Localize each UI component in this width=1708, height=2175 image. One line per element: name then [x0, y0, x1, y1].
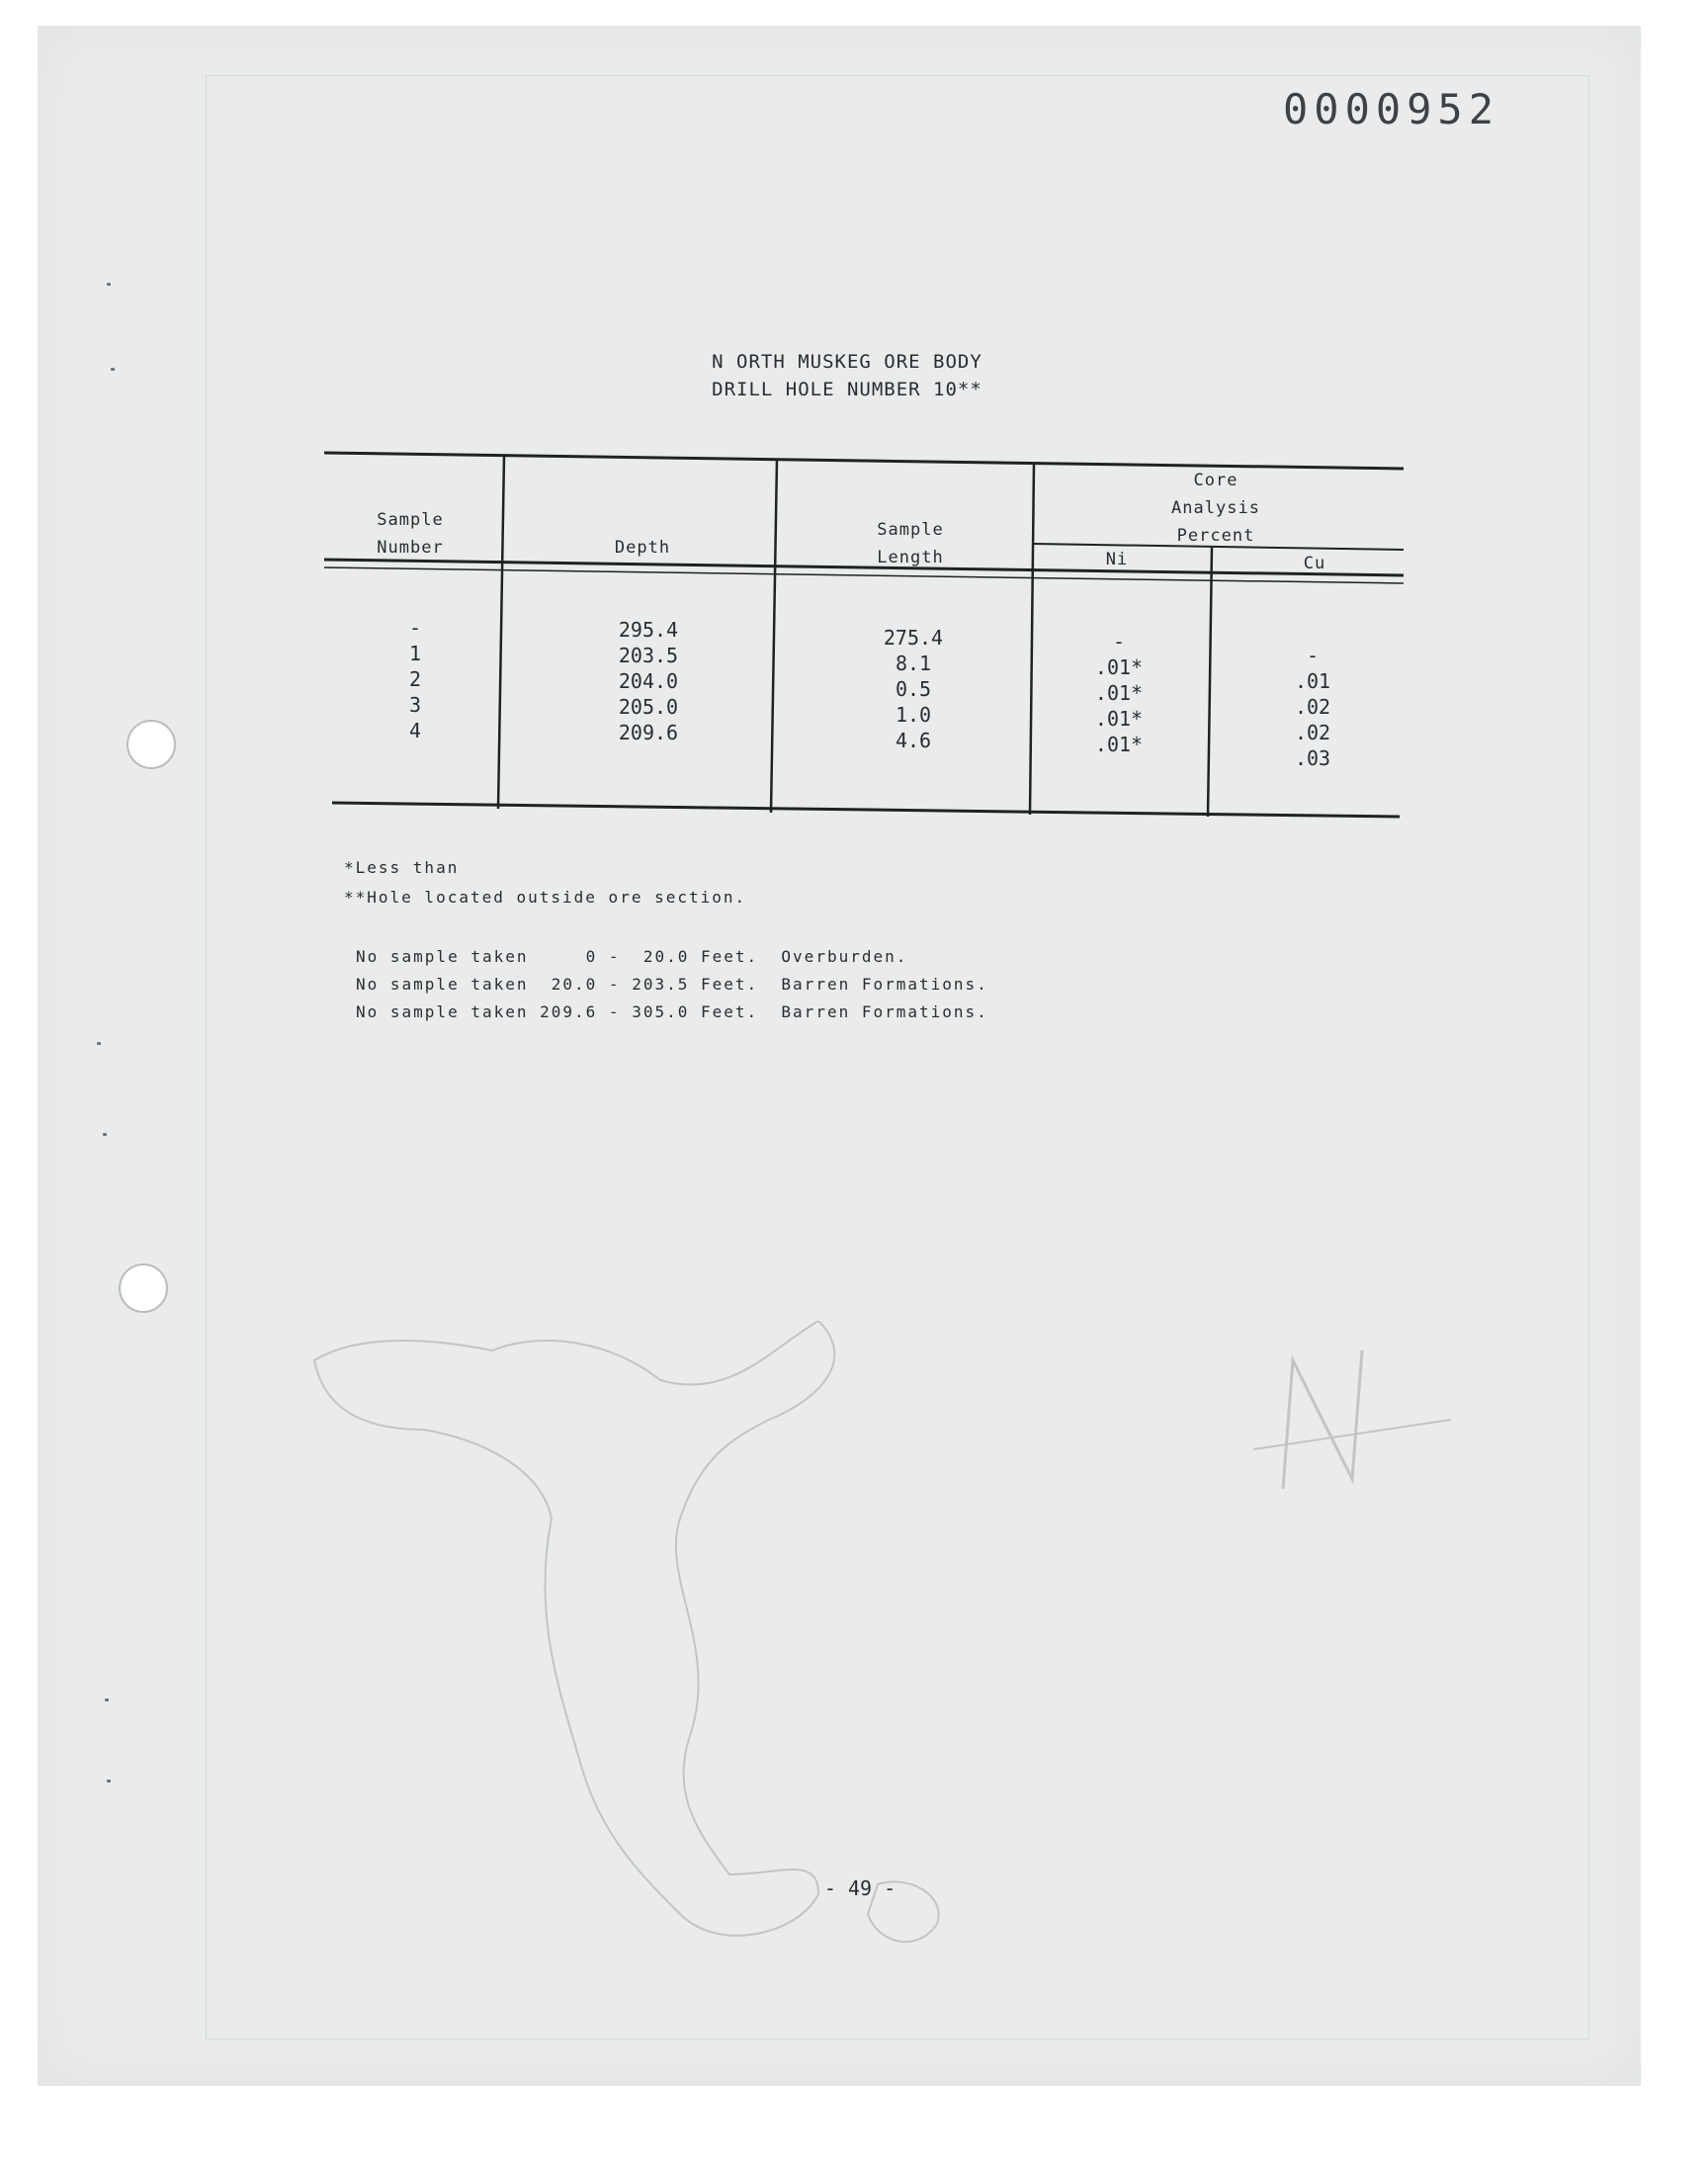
header-core-analysis	[1107, 467, 1324, 550]
table-cell: .01*	[1094, 655, 1144, 679]
header-text: Sample	[877, 520, 944, 540]
table-cell: 204.0	[618, 669, 679, 693]
table-cell: 3	[408, 693, 422, 717]
table-cell: 203.5	[618, 644, 679, 667]
table-cell: -	[408, 616, 422, 640]
footnote-hole-located: **Hole located outside ore section.	[344, 888, 747, 907]
table-cell: 275.4	[883, 626, 944, 650]
footnote-less-than: *Less than	[344, 858, 460, 877]
column-ni	[1069, 629, 1168, 757]
table-cell: 0.5	[895, 677, 932, 701]
table-cell: .01*	[1094, 707, 1144, 731]
table-cell: 4	[408, 719, 422, 742]
header-ni: Ni	[1105, 550, 1129, 569]
title-line-1: N ORTH MUSKEG ORE BODY	[712, 351, 982, 373]
table-cell: 8.1	[895, 652, 932, 675]
header-text: Number	[377, 538, 444, 558]
table-cell: 205.0	[618, 695, 679, 719]
page-number: - 49 -	[823, 1876, 897, 1900]
header-text: Core	[1193, 471, 1238, 490]
header-text: Analysis	[1171, 498, 1260, 518]
note-line: No sample taken 0 - 20.0 Feet. Overburden.	[356, 947, 908, 966]
table-cell: .01*	[1094, 681, 1144, 705]
table-cell: .02	[1294, 695, 1331, 719]
header-sample-length	[846, 516, 975, 571]
header-text: Sample	[377, 510, 444, 530]
table-cell: 1	[408, 642, 422, 665]
table-cell: 295.4	[618, 618, 679, 642]
header-sample-number	[346, 506, 474, 562]
column-depth	[589, 617, 708, 745]
table-cell: .03	[1294, 746, 1331, 770]
column-sample-length	[854, 625, 973, 753]
column-sample-number	[385, 615, 445, 743]
footnotes	[344, 858, 746, 917]
table-cell: 1.0	[895, 703, 932, 727]
note-line: No sample taken 209.6 - 305.0 Feet. Barren Formations.	[356, 1002, 988, 1021]
document-number: 0000952	[1283, 85, 1500, 133]
sampling-notes	[356, 947, 988, 1030]
header-depth: Depth	[614, 538, 671, 558]
title-line-2: DRILL HOLE NUMBER 10**	[712, 379, 982, 400]
table-cell: .01	[1294, 669, 1331, 693]
table-cell: 2	[408, 667, 422, 691]
table-cell: -	[1306, 644, 1320, 667]
table-cell: 4.6	[895, 729, 932, 752]
header-text: Percent	[1176, 526, 1255, 546]
table-cell: -	[1112, 630, 1126, 653]
column-cu	[1273, 643, 1352, 771]
table-cell: 209.6	[618, 721, 679, 744]
table-cell: .02	[1294, 721, 1331, 744]
header-cu: Cu	[1303, 554, 1326, 573]
note-line: No sample taken 20.0 - 203.5 Feet. Barren Formations.	[356, 975, 988, 994]
header-text: Length	[877, 548, 944, 567]
table-cell: .01*	[1094, 733, 1144, 756]
